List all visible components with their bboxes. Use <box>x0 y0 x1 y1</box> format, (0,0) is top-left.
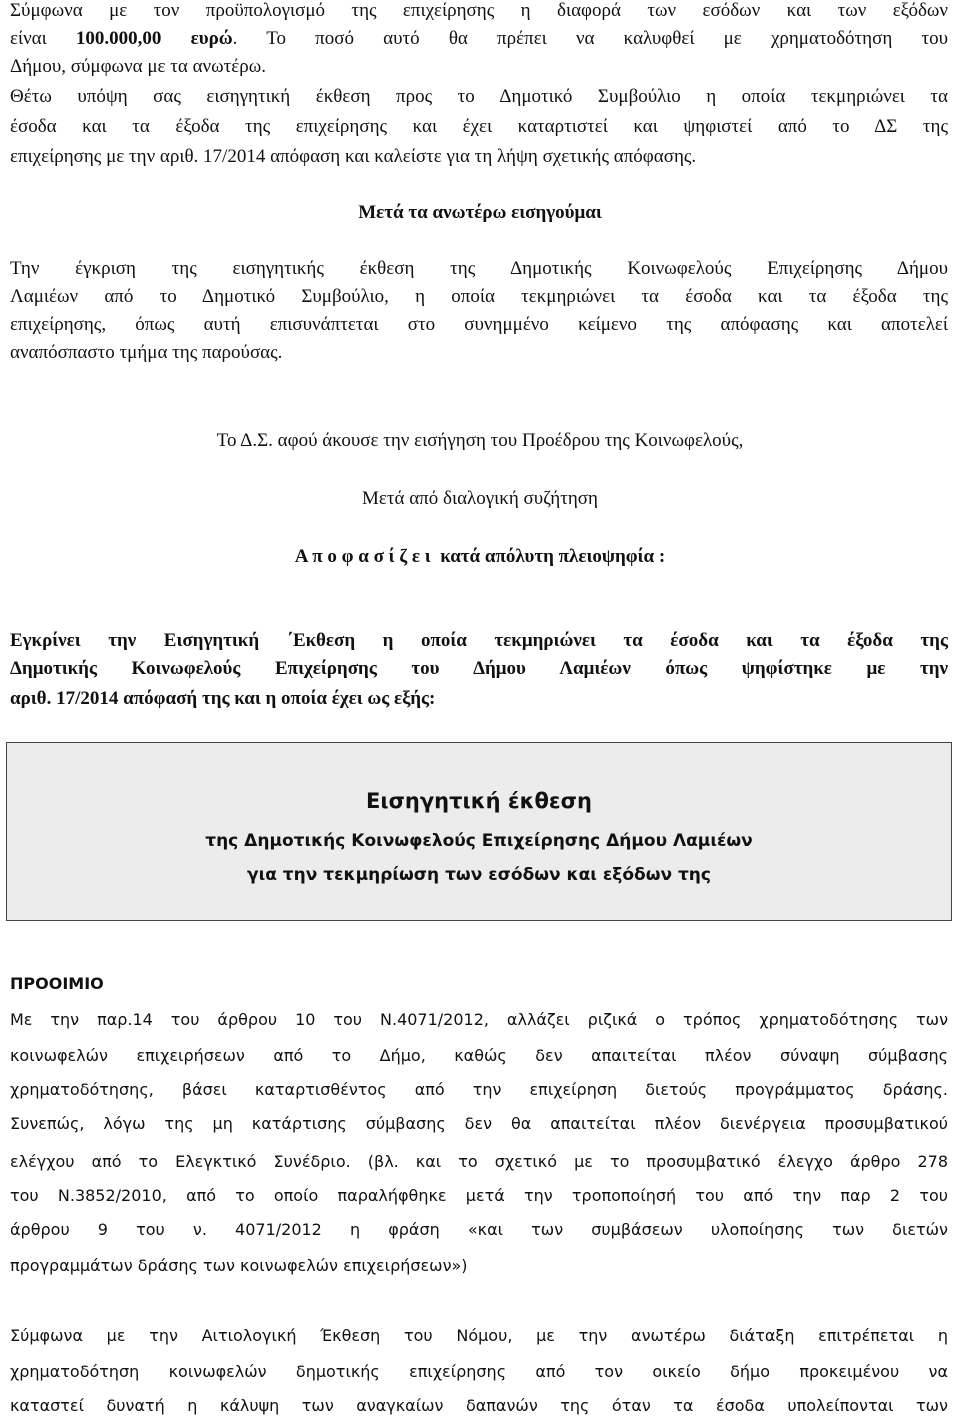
decides-line <box>0 546 960 568</box>
decision-line-1: Εγκρίνει την Εισηγητική ΄Εκθεση η οποία τεκμηριώνει τα έσοδα και τα έξοδα της <box>10 630 948 651</box>
preamble-line-1: Με την παρ.14 του άρθρου 10 του Ν.4071/2012, αλλάζει ριζικά ο τρόπος χρηματοδότησης των <box>10 1010 948 1029</box>
preamble-line-3: χρηματοδότησης, βάσει καταρτισθέντος από την επιχείρηση διετούς προγράμματος δράσης. <box>10 1080 948 1099</box>
preamble-line-7: άρθρου 9 του ν. 4071/2012 η φράση «και των συμβάσεων υλοποίησης των διετών <box>10 1220 948 1239</box>
intro-line-1: Σύμφωνα με τον προϋπολογισμό της επιχείρησης η διαφορά των εσόδων και των εξόδων <box>10 0 948 21</box>
proposal-line-4: αναπόσπαστο τμήμα της παρούσας. <box>10 342 283 363</box>
preamble2-line-1: Σύμφωνα με την Αιτιολογική Έκθεση του Νόμου, με την ανωτέρω διάταξη επιτρέπεται η <box>10 1326 948 1345</box>
intro-line-5: έσοδα και τα έξοδα της επιχείρησης και έχει καταρτιστεί και ψηφιστεί από το ΔΣ της <box>10 116 948 137</box>
discussion-line: Μετά από διαλογική συζήτηση <box>362 488 598 509</box>
report-title-box <box>6 742 952 921</box>
intro-line-2 <box>10 28 948 50</box>
preamble-heading: ΠΡΟΟΙΜΙΟ <box>10 974 104 993</box>
report-title: Εισηγητική έκθεση <box>366 789 592 813</box>
intro-line-2c: . Το ποσό αυτό θα πρέπει να καλυφθεί με χρηματοδότηση του <box>232 28 948 49</box>
proposal-line-3: επιχείρησης, όπως αυτή επισυνάπτεται στο συνημμένο κείμενο της απόφασης και αποτελεί <box>10 314 948 335</box>
preamble-line-5: ελέγχου από το Ελεγκτικό Συνέδριο. (βλ. και το σχετικό με το προσυμβατικό έλεγχο άρθρο 278 <box>10 1152 948 1171</box>
decision-line-2: Δημοτικής Κοινωφελούς Επιχείρησης του Δήμου Λαμιέων όπως ψηφίστηκε με την <box>10 658 948 679</box>
decision-line-3: αριθ. 17/2014 απόφασή της και η οποία έχει ως εξής: <box>10 688 436 709</box>
intro-line-2a: είναι <box>10 28 76 49</box>
decides-word: Α π ο φ α σ ί ζ ε ι <box>294 546 431 567</box>
intro-line-3: Δήμου, σύμφωνα με τα ανωτέρω. <box>10 56 267 77</box>
proposal-line-2: Λαμιέων από το Δημοτικό Συμβούλιο, η οποία τεκμηριώνει τα έσοδα και τα έξοδα της <box>10 286 948 307</box>
preamble-line-2: κοινωφελών επιχειρήσεων από το Δήμο, καθώς δεν απαιτείται πλέον σύναψη σύμβασης <box>10 1046 948 1065</box>
decides-majority: κατά απόλυτη πλειοψηφία : <box>440 546 666 567</box>
report-subtitle-2: για την τεκμηρίωση των εσόδων και εξόδων της <box>246 865 711 885</box>
propose-heading: Μετά τα ανωτέρω εισηγούμαι <box>358 202 602 223</box>
preamble2-line-3: καταστεί δυνατή η κάλυψη των αναγκαίων δαπανών της όταν τα έσοδα υπολείπονται των <box>10 1396 948 1415</box>
intro-amount: 100.000,00 ευρώ <box>75 28 233 49</box>
intro-line-6: επιχείρησης με την αριθ. 17/2014 απόφαση και καλείστε για τη λήψη σχετικής απόφασης. <box>10 146 697 167</box>
council-line: Το Δ.Σ. αφού άκουσε την εισήγηση του Προέδρου της Κοινωφελούς, <box>216 430 744 451</box>
proposal-line-1: Την έγκριση της εισηγητικής έκθεση της Δημοτικής Κοινωφελούς Επιχείρησης Δήμου <box>10 258 948 279</box>
preamble-line-6: του Ν.3852/2010, από το οποίο παραλήφθηκε μετά την τροποποίησή του από την παρ 2 του <box>10 1186 948 1205</box>
preamble-line-8: προγραμμάτων δράσης των κοινωφελών επιχειρήσεων») <box>10 1256 468 1275</box>
report-subtitle-1: της Δημοτικής Κοινωφελούς Επιχείρησης Δήμου Λαμιέων <box>205 831 753 851</box>
preamble-line-4: Συνεπώς, λόγω της μη κατάρτισης σύμβασης δεν θα απαιτείται πλέον διενέργεια προσυμβατικού <box>10 1114 948 1133</box>
intro-line-4: Θέτω υπόψη σας εισηγητική έκθεση προς το Δημοτικό Συμβούλιο η οποία τεκμηριώνει τα <box>10 86 948 107</box>
preamble2-line-2: χρηματοδότηση κοινωφελών δημοτικής επιχείρησης από τον οικείο δήμο προκειμένου να <box>10 1362 948 1381</box>
